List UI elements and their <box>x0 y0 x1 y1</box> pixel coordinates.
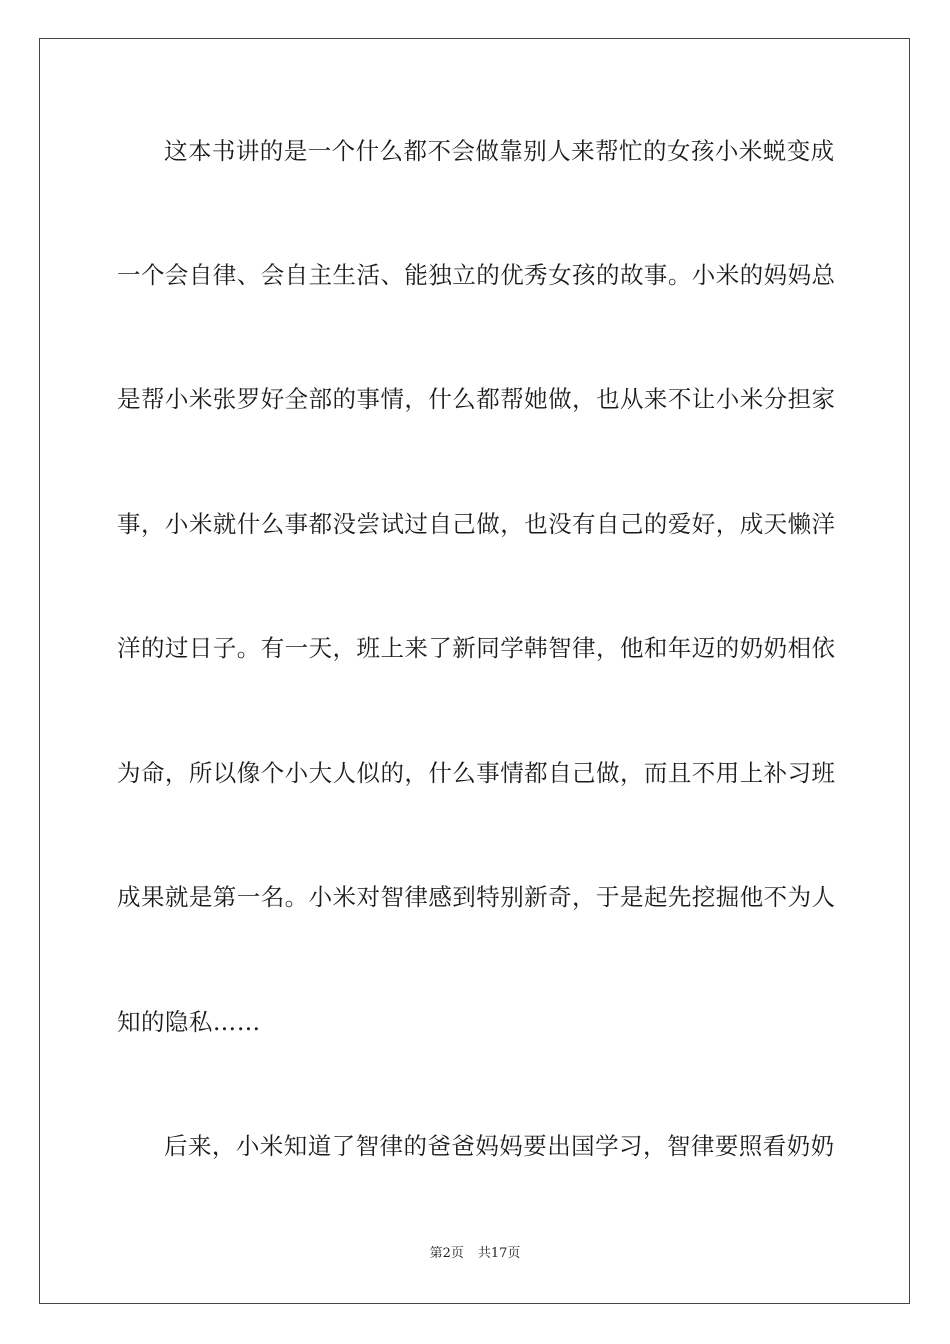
paragraph-1-line-8: 知的隐私…… <box>117 1008 261 1036</box>
paragraph-1-line-6: 为命，所以像个小大人似的，什么事情都自己做，而且不用上补习班 <box>117 759 836 787</box>
paragraph-1-line-3: 是帮小米张罗好全部的事情，什么都帮她做，也从来不让小米分担家 <box>117 385 836 413</box>
paragraph-1-line-1: 这本书讲的是一个什么都不会做靠别人来帮忙的女孩小米蜕变成 <box>164 137 835 165</box>
paragraph-1-line-4: 事，小米就什么事都没尝试过自己做，也没有自己的爱好，成天懒洋 <box>117 510 836 538</box>
page-number-total: 共17页 <box>477 1246 521 1261</box>
paragraph-1-line-7: 成果就是第一名。小米对智律感到特别新奇，于是起先挖掘他不为人 <box>117 883 836 911</box>
paragraph-1-line-2: 一个会自律、会自主生活、能独立的优秀女孩的故事。小米的妈妈总 <box>117 261 836 289</box>
page-number-current: 第2页 <box>429 1246 464 1261</box>
page-footer <box>0 1245 950 1263</box>
page-frame <box>39 38 910 1304</box>
paragraph-2-line-1: 后来，小米知道了智律的爸爸妈妈要出国学习，智律要照看奶奶 <box>164 1132 835 1160</box>
paragraph-1-line-5: 洋的过日子。有一天，班上来了新同学韩智律，他和年迈的奶奶相依 <box>117 634 836 662</box>
